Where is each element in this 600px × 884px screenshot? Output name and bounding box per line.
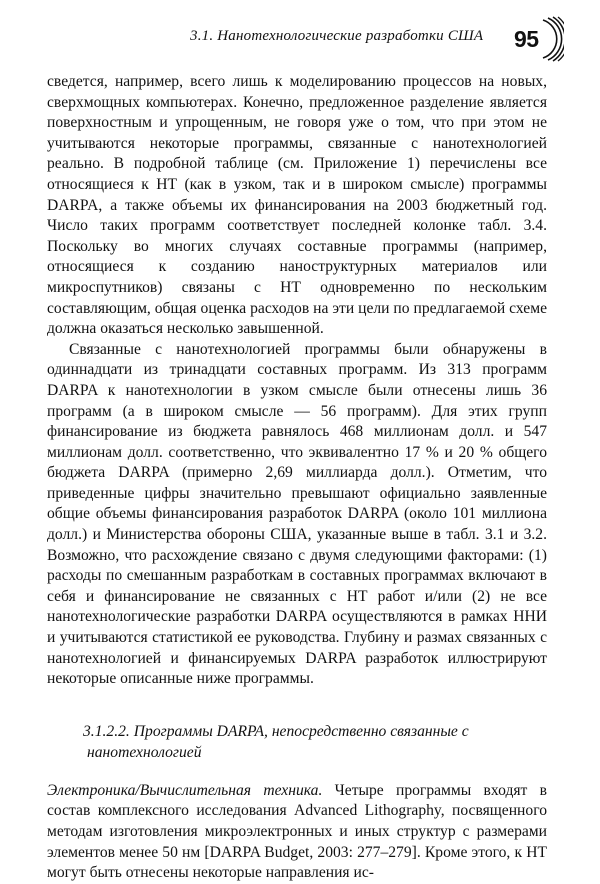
page-number: 95 — [514, 26, 539, 52]
running-title: 3.1. Нанотехнологические разработки США — [190, 28, 484, 44]
section-title: Программы DARPA, непосредственно связанные с нанотехнологией — [87, 722, 469, 761]
paragraph-electronics — [47, 781, 547, 884]
section-heading — [47, 721, 547, 763]
body-text — [47, 72, 547, 884]
paragraph-lead-in: Электроника/Вычислительная техника. — [47, 781, 323, 799]
section-number: 3.1.2.2. — [83, 722, 130, 740]
paragraph-continued: сведется, например, всего лишь к моделированию процессов на новых, сверхмощных компьютерах. Конечно, предложенное разделение является поверхностным и упрощенным, не говоря уже о том, что при этом не учитываются некоторые программы, связанные с нанотехнологией реально. В подробной таблице (см. Приложение 1) перечислены все относящиеся к НТ (как в узком, так и в широком смысле) программы DARPA, а также объемы их финансирования на 2003 бюджетный год. Число таких программ соответствует последней колонке табл. 3.4. Поскольку во многих случаях составные программы (например, относящиеся к созданию наноструктурных материалов или микроспутников) связаны с НТ одновременно по нескольким составляющим, общая оценка расходов на эти цели по предлагаемой схеме должна оказаться несколько завышенной. — [47, 73, 547, 338]
page-number-badge — [506, 14, 564, 64]
paragraph-text: Четыре программы входят в состав комплексного исследования Advanced Lithography, посвященного методам изготовления микроэлектронных и иных структур с размерами элементов менее 50 нм [DARPA Budget, 2003: 277–279]. Кроме этого, к НТ могут быть отнесены некоторые направления ис- — [47, 781, 548, 882]
paragraph-darpa-programs: Связанные с нанотехнологией программы были обнаружены в одиннадцати из тринадцати составных программ. Из 313 программ DARPA к нанотехнологии в узком смысле были отнесены лишь 36 программ (а в широком смысле — 56 программ). Для этих групп финансирование из бюджета равнялось 468 миллионам долл. и 547 миллионам долл. соответственно, что эквивалентно 17 % и 20 % общего бюджета DARPA (примерно 2,69 миллиарда долл.). Отметим, что приведенные цифры значительно превышают официально заявленные общие объемы финансирования разработок DARPA (около 101 миллиона долл.) и Министерства обороны США, указанные выше в табл. 3.1 и 3.2. Возможно, что расхождение связано с двумя следующими факторами: (1) расходы по смешанным разработкам в составных программах включают в себя и финансирование не связанных с НТ работ и/или (2) не все нанотехнологические разработки DARPA осуществляются в рамках ННИ и учитываются статистикой ее руководства. Глубину и размах связанных с нанотехнологией и финансируемых DARPA разработок иллюстрируют некоторые описанные ниже программы. — [47, 340, 547, 688]
